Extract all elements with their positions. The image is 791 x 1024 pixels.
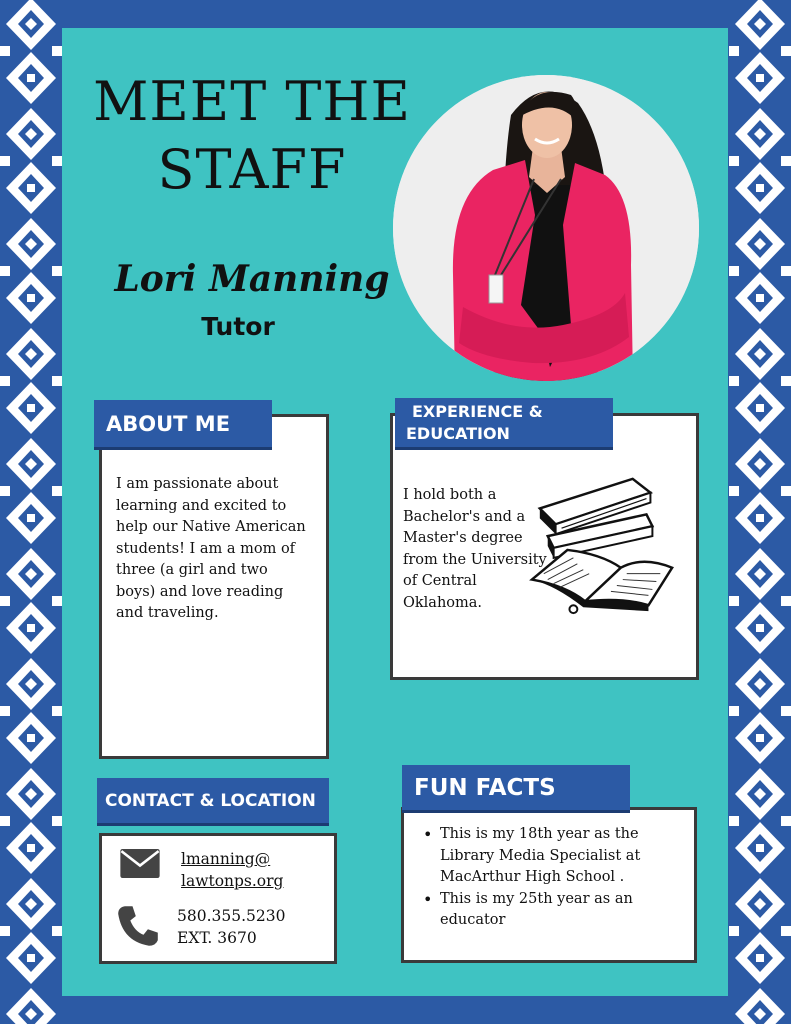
left-pattern-border — [0, 0, 62, 1024]
phone-line[interactable]: 580.355.5230 — [177, 907, 286, 925]
about-label — [94, 400, 272, 450]
contact-label-text: CONTACT & LOCATION — [105, 790, 316, 811]
experience-label-line-1: EXPERIENCE & — [412, 401, 543, 421]
contact-label — [97, 778, 329, 826]
title-line-2: STAFF — [157, 138, 347, 201]
staff-portrait — [393, 75, 699, 381]
ext-line: EXT. 3670 — [177, 929, 257, 947]
page-title — [62, 68, 442, 204]
list-item: • This is my 25th year as an educator — [417, 889, 667, 932]
envelope-icon — [119, 848, 161, 879]
experience-label — [395, 398, 613, 450]
list-item: • This is my 18th year as the Library Media Specialist at MacArthur High School . — [417, 824, 667, 889]
phone-number — [177, 905, 285, 949]
portrait-illustration — [393, 75, 699, 381]
email-line-2: lawtonps.org — [181, 872, 284, 890]
title-line-1: MEET THE — [93, 70, 411, 133]
about-label-text: ABOUT ME — [106, 411, 231, 436]
email-link[interactable] — [181, 848, 283, 892]
phone-icon — [116, 904, 160, 948]
fun-facts-list — [417, 824, 667, 932]
fun-facts-label-text: FUN FACTS — [414, 774, 556, 801]
experience-text: I hold both a Bachelor's and a Master's degree from the University of Central Oklahoma. — [403, 487, 547, 611]
fun-facts-label — [402, 765, 630, 813]
books-icon — [526, 470, 684, 620]
experience-label-line-2: EDUCATION — [406, 423, 510, 443]
staff-name: Lori Manning — [114, 258, 390, 300]
right-pattern-border — [729, 0, 791, 1024]
about-text: I am passionate about learning and excited to help our Native American students! I am a mom of three (a girl and two boys) and love reading and traveling. — [116, 476, 306, 621]
staff-role: Tutor — [201, 312, 275, 341]
email-line-1: lmanning@ — [181, 850, 271, 868]
